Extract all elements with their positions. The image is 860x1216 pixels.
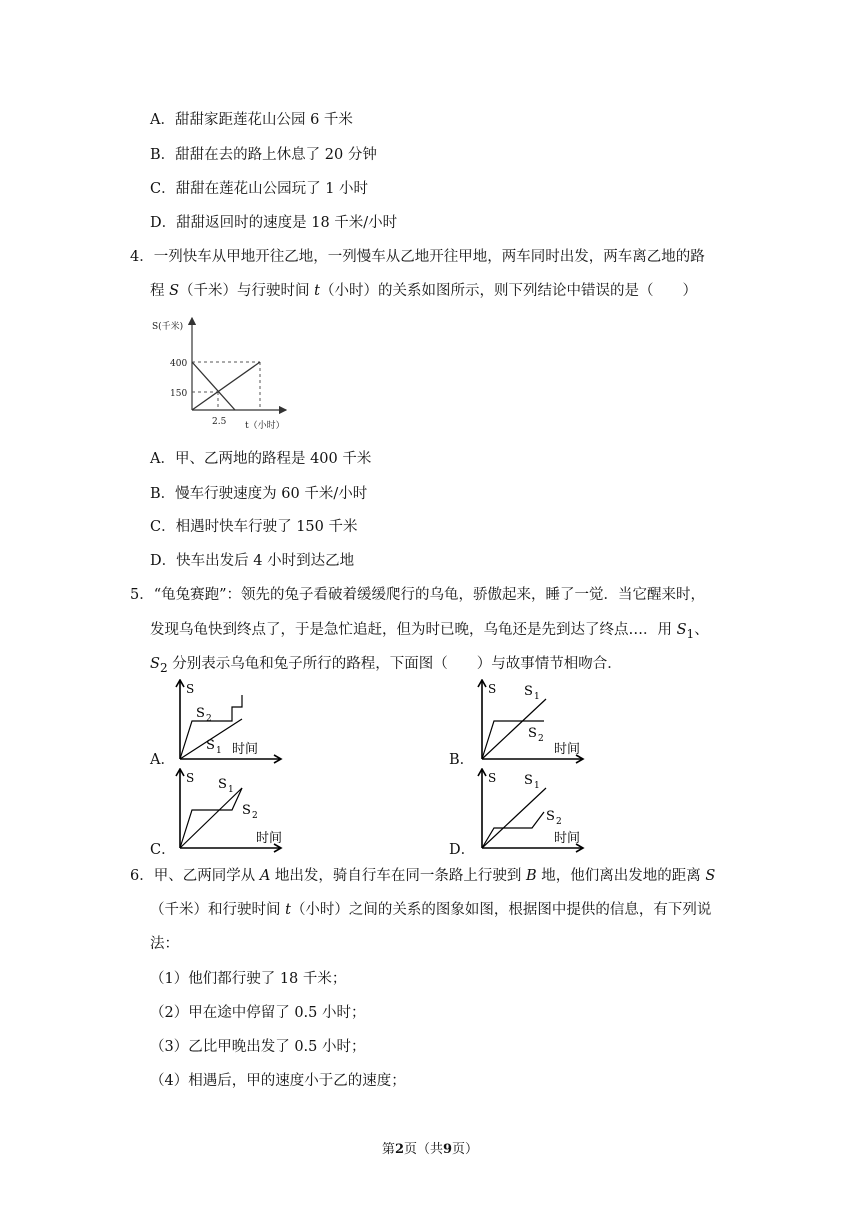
q5-text: 分别表示乌龟和兔子所行的路程，下面图（ ）与故事情节相吻合． (167, 656, 622, 672)
subscript: 1 (228, 785, 234, 795)
footer-text: 第 (381, 1142, 395, 1157)
q3-option-b: B．甜甜在去的路上休息了 20 分钟 (150, 147, 377, 163)
graph-s2-label: S (242, 803, 251, 818)
q4-option-a: A．甲、乙两地的路程是 400 千米 (150, 451, 372, 467)
subscript: 2 (206, 714, 212, 724)
q6-statement-4: （4）相遇后，甲的速度小于乙的速度； (150, 1073, 406, 1089)
q4-option-d: D．快车出发后 4 小时到达乙地 (150, 553, 355, 569)
q4-text: （小时）的关系如图所示，则下列结论中错误的是（ ） (319, 283, 697, 299)
subscript: 1 (686, 626, 695, 641)
question-number: 6． (130, 868, 154, 884)
q5-stem-line3 (150, 654, 622, 678)
graph-s1-label: S (524, 773, 533, 788)
graph-y-label: S (488, 771, 497, 785)
q5-stem-line1 (130, 585, 705, 605)
graph-x-label: 时间 (232, 742, 259, 757)
graph-y-label: S (186, 771, 195, 785)
q5-option-b-label: B． (449, 752, 475, 768)
footer-text: 页） (452, 1142, 479, 1157)
subscript: 1 (534, 692, 540, 702)
total-pages: 9 (443, 1142, 453, 1157)
graph-x-label: 时间 (554, 742, 581, 757)
question-number: 4． (130, 249, 154, 265)
graph-s2-label: S (528, 726, 537, 741)
q5-option-c-label: C． (150, 842, 176, 858)
subscript: 1 (534, 781, 540, 791)
figure-ytick: 150 (170, 389, 188, 399)
q6-statement-3: （3）乙比甲晚出发了 0.5 小时； (150, 1039, 366, 1055)
subscript: 2 (556, 817, 562, 827)
q4-text: 程 (150, 283, 170, 299)
q5-text: 发现乌龟快到终点了，于是急忙追赶，但为时已晚，乌龟还是先到达了终点…．用 (150, 622, 677, 638)
question-number: 5． (130, 587, 154, 603)
q5-text: “龟兔赛跑”：领先的兔子看破着缓缓爬行的乌龟，骄傲起来，睡了一觉．当它醒来时， (153, 587, 706, 603)
q6-statement-1: （1）他们都行驶了 18 千米； (150, 971, 347, 987)
figure-xlabel: t（小时） (245, 421, 285, 431)
q6-stem-line3: 法： (150, 936, 179, 952)
subscript: 2 (252, 811, 258, 821)
q6-text: 地，他们离出发地的距离 (536, 868, 706, 884)
q5-graph-a (170, 679, 285, 767)
q6-stem-line1 (130, 866, 715, 886)
var-b: B (526, 868, 537, 884)
figure-ylabel: S(千米) (152, 322, 184, 332)
q5-text: 、 (694, 622, 709, 638)
q6-stem-line2 (150, 900, 711, 920)
q6-text: 地出发，骑自行车在同一条路上行驶到 (270, 868, 527, 884)
var-t: t (314, 283, 320, 299)
graph-s2-label: S (546, 809, 555, 824)
subscript: 1 (216, 746, 222, 756)
q4-stem-line1 (130, 247, 705, 267)
q5-option-d-label: D． (449, 842, 476, 858)
q5-graph-d (472, 768, 587, 856)
var-s2: S (150, 656, 160, 672)
q5-graph-b (472, 679, 587, 767)
graph-y-label: S (186, 682, 195, 696)
q4-option-c: C．相遇时快车行驶了 150 千米 (150, 519, 358, 535)
q3-option-c: C．甜甜在莲花山公园玩了 1 小时 (150, 181, 369, 197)
footer-text: 页（共 (403, 1142, 443, 1157)
graph-s2-label: S (196, 706, 205, 721)
q6-statement-2: （2）甲在途中停留了 0.5 小时； (150, 1005, 366, 1021)
q4-text: 一列快车从甲地开往乙地，一列慢车从乙地开往甲地，两车同时出发，两车离乙地的路 (153, 249, 705, 265)
q5-stem-line2 (150, 620, 709, 644)
page-footer (0, 1138, 860, 1157)
page-number: 2 (394, 1142, 404, 1157)
q5-graph-c (170, 768, 285, 856)
q3-option-d: D．甜甜返回时的速度是 18 千米/小时 (150, 215, 398, 231)
graph-s1-label: S (524, 684, 533, 699)
q4-option-b: B．慢车行驶速度为 60 千米/小时 (150, 486, 368, 502)
figure-ytick: 400 (170, 359, 188, 369)
graph-s1-label: S (218, 777, 227, 792)
q5-option-a-label: A． (150, 752, 175, 768)
q6-text: （小时）之间的关系的图象如图，根据图中提供的信息，有下列说 (290, 902, 712, 918)
figure-xtick: 2.5 (212, 417, 227, 427)
graph-y-label: S (488, 682, 497, 696)
graph-x-label: 时间 (256, 831, 283, 846)
q3-option-a: A．甜甜家距莲花山公园 6 千米 (150, 112, 353, 128)
var-s: S (169, 283, 180, 299)
var-s1: S (676, 622, 687, 638)
var-a: A (259, 868, 271, 884)
graph-s1-label: S (206, 738, 215, 753)
q4-figure (150, 312, 295, 437)
graph-x-label: 时间 (554, 831, 581, 846)
q6-text: 甲、乙两同学从 (153, 868, 260, 884)
q4-text: （千米）与行驶时间 (179, 283, 315, 299)
var-s: S (705, 868, 716, 884)
q6-text: （千米）和行驶时间 (150, 902, 286, 918)
subscript: 2 (538, 734, 544, 744)
var-t: t (285, 902, 291, 918)
subscript: 2 (159, 660, 168, 675)
q4-stem-line2 (150, 281, 697, 301)
